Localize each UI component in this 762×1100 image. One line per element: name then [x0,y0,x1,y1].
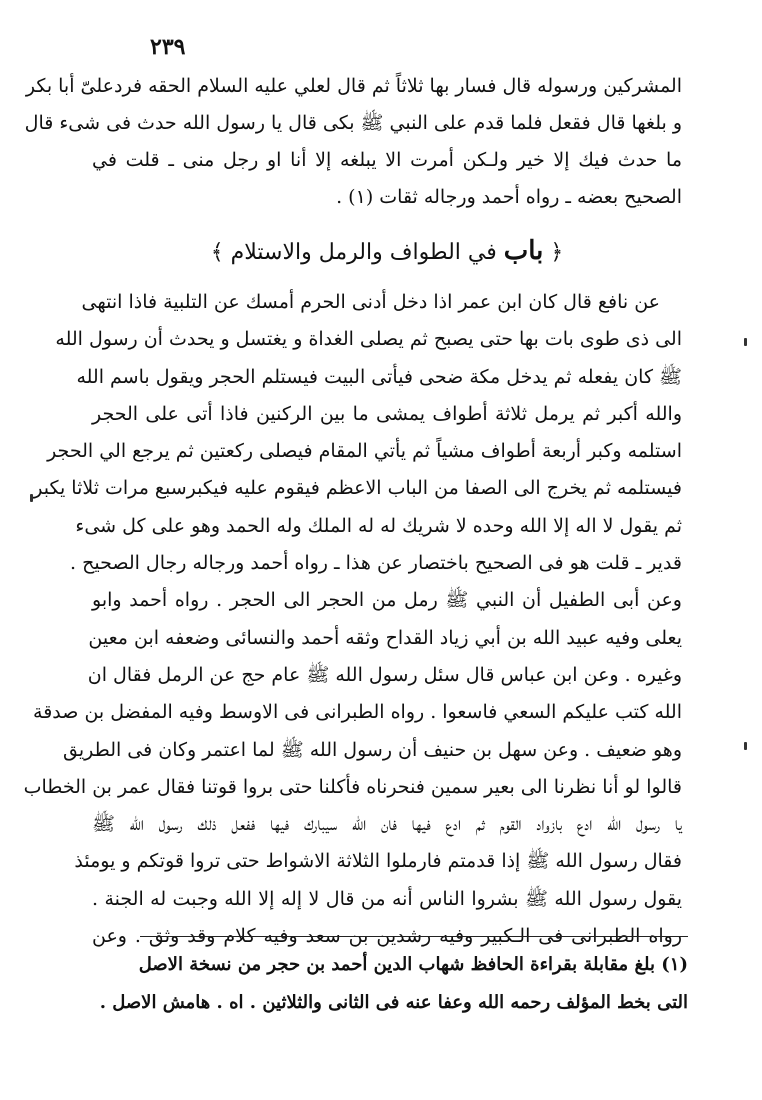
text-line: يقول رسول الله ﷺ بشروا الناس أنه من قال لا إله إلا الله وجبت له الجنة . [92,887,682,910]
text-line: وهو ضعيف . وعن سهل بن حنيف أن رسول الله ﷺ لما اعتمر وكان فى الطريق [63,738,682,761]
heading-open-bracket: ﴿ [550,240,564,265]
heading-title: في الطواف والرمل والاستلام [230,240,497,265]
section-heading [92,228,682,274]
text-line: فقال رسول الله ﷺ إذا قدمتم فارملوا الثلاثة الاشواط حتى تروا قوتكم و يومئذ [74,850,682,873]
text-line: و بلغها قال فقعل فلما قدم على النبي ﷺ بكى قال يا رسول الله حدث فى شىء قال [24,112,682,134]
footnote-line: التى بخط المؤلف رحمه الله وعفا عنه فى الثانى والثلاثين . اه . هامش الاصل . [99,992,688,1013]
text-line: يا رسول الله ادع بازواد القوم ثم ادع فيها فان الله سيبارك فيها ففعل ذلك رسول الله ﷺ [92,813,682,836]
text-line: استلمه وكبر أربعة أطواف مشياً ثم يأتي المقام فيصلى ركعتين ثم يرجع الي الحجر [47,440,682,463]
text-line: المشركين ورسوله قال فسار بها ثلاثاً ثم قال لعلي عليه السلام الحقه فردعلىّ أبا بكر [25,75,682,97]
footnote-divider [140,936,688,937]
footnote-line: (١) بلغ مقابلة بقراءة الحافظ شهاب الدين أحمد بن حجر من نسخة الاصل [138,954,688,975]
margin-mark [30,494,33,502]
text-line: الى ذى طوى بات بها حتى يصبح ثم يصلى الغداة و يغتسل و يحدث أن رسول الله [55,328,682,351]
text-line: يعلى وفيه عبيد الله بن أبي زياد القداح وثقه أحمد والنسائى وضعفه ابن معين [88,626,682,649]
main-body [23,284,682,955]
text-line: قالوا لو أنا نظرنا الى بعير سمين فنحرناه فأكلنا حتى بروا قوتنا فقال عمر بن الخطاب [23,775,682,798]
text-line: فيستلمه ثم يخرج الى الصفا من الباب الاعظم فيقوم عليه فيكبرسبع مرات ثلاثا يكبر [33,477,682,500]
heading-bab: باب [503,236,544,266]
text-line: ﷺ كان يفعله ثم يدخل مكة ضحى فيأتى البيت فيستلم الحجر ويقول باسم الله [76,365,682,388]
page-number: ٢٣٩ [150,34,186,60]
text-line: وعن أبى الطفيل أن النبي ﷺ رمل من الحجر الى الحجر . رواه أحمد وابو [92,589,682,612]
text-line: وغيره . وعن ابن عباس قال سئل رسول الله ﷺ عام حج عن الرمل فقال ان [87,663,682,686]
text-line: ثم يقول لا اله إلا الله وحده لا شريك له له الملك وله الحمد وهو على كل شىء [75,514,682,537]
text-line: عن نافع قال كان ابن عمر اذا دخل أدنى الحرم أمسك عن التلبية فاذا انتهى [81,291,660,313]
text-line: الله كتب عليكم السعي فاسعوا . رواه الطبرانى فى الاوسط وفيه المفضل بن صدقة [33,701,682,724]
text-line: الصحيح بعضه ـ رواه أحمد ورجاله ثقات (١) . [336,186,682,208]
text-line: رواه الطبرانى فى الـكبير وفيه رشدين بن سعد وفيه كلام وقد وثق . وعن [92,925,682,948]
text-line: قدير ـ قلت هو فى الصحيح باختصار عن هذا ـ رواه أحمد ورجاله رجال الصحيح . [70,552,682,575]
footnote [99,946,688,1022]
text-line: ما حدث فيك إلا خير ولـكن أمرت الا يبلغه إلا أنا او رجل منى ـ قلت في [92,149,682,171]
margin-mark [744,338,747,346]
text-line: والله أكبر ثم يرمل ثلاثة أطواف يمشى ما بين الركنين فاذا أتى على الحجر [92,402,682,425]
heading-close-bracket: ﴾ [210,240,224,265]
top-paragraph [24,68,682,216]
margin-mark [744,742,747,750]
